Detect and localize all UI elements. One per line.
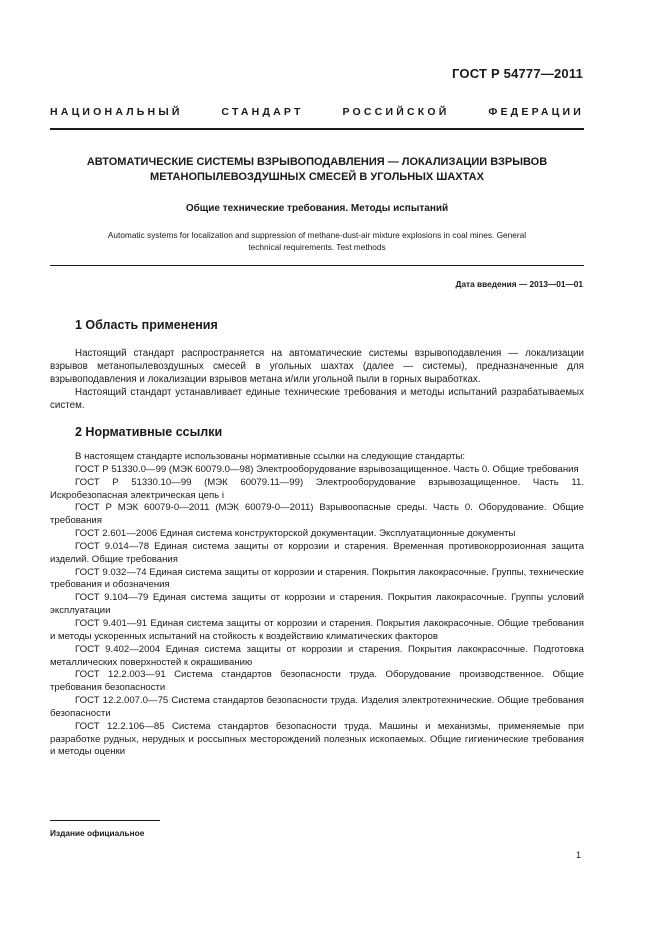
section-1-heading: 1 Область применения xyxy=(75,318,218,332)
reference-item: ГОСТ 9.014—78 Единая система защиты от коррозии и старения. Временная противокоррозионная защита изделий. Общие требования xyxy=(50,540,584,565)
reference-item: ГОСТ 9.104—79 Единая система защиты от коррозии и старения. Покрытия лакокрасочные. Группы условий эксплуатации xyxy=(50,592,584,617)
document-title xyxy=(50,155,584,185)
english-title xyxy=(58,229,576,253)
reference-item: ГОСТ 9.401—91 Единая система защиты от коррозии и старения. Покрытия лакокрасочные. Общие требования и методы ускоренных испытаний на стойкость к воздействию климатических факторов xyxy=(50,617,584,642)
title-line-2: МЕТАНОПЫЛЕВОЗДУШНЫХ СМЕСЕЙ В УГОЛЬНЫХ ШАХТАХ xyxy=(150,171,484,183)
reference-item: ГОСТ 2.601—2006 Единая система конструкторской документации. Эксплуатационные документы xyxy=(75,528,516,540)
normative-references xyxy=(50,451,584,759)
english-title-line-1: Automatic systems for localization and suppression of methane-dust-air mixture explosions in coal mines. General xyxy=(107,230,527,240)
reference-item: ГОСТ Р 51330.0—99 (МЭК 60079.0—98) Электрооборудование взрывозащищенное. Часть 0. Общие требования xyxy=(75,463,579,475)
reference-item: ГОСТ 12.2.106—85 Система стандартов безопасности труда. Машины и механизмы, применяемые при разработке рудных, нерудных и россыпных месторождений полезных ископаемых. Общие гигиенические требования и методы оценки xyxy=(50,720,584,758)
section-1-paragraph-1: Настоящий стандарт распространяется на автоматические системы взрывоподавления — локализации взрывов метанопылевоздушных смесей в угольных шахтах (далее — системы), предназначенные для взрывоподавления и локализации взрывов метана и/или угольной пыли в горных выработках. xyxy=(50,348,584,385)
reference-item: ГОСТ 9.402—2004 Единая система защиты от коррозии и старения. Покрытия лакокрасочные. Подготовка металлических поверхностей к окрашиванию xyxy=(50,643,584,668)
section-1-paragraph-2: Настоящий стандарт устанавливает единые технические требования и методы испытаний разрабатываемых систем. xyxy=(50,387,584,411)
english-title-line-2: technical requirements. Test methods xyxy=(248,242,386,252)
references-intro: В настоящем стандарте использованы нормативные ссылки на следующие стандарты: xyxy=(75,451,466,462)
section-2-heading: 2 Нормативные ссылки xyxy=(75,425,223,439)
national-standard-banner: НАЦИОНАЛЬНЫЙ СТАНДАРТ РОССИЙСКОЙ ФЕДЕРАЦИИ xyxy=(50,106,584,118)
footer-rule xyxy=(50,820,160,821)
document-code: ГОСТ Р 54777—2011 xyxy=(452,66,583,81)
reference-item: ГОСТ 9.032—74 Единая система защиты от коррозии и старения. Покрытия лакокрасочные. Группы, технические требования и обозначения xyxy=(50,566,584,591)
reference-item: ГОСТ Р 51330.10—99 (МЭК 60079.11—99) Электрооборудование взрывозащищенное. Часть 11. Искробезопасная электрическая цепь i xyxy=(50,476,584,501)
reference-item: ГОСТ 12.2.003—91 Система стандартов безопасности труда. Оборудование производственное. Общие требования безопасности xyxy=(50,669,584,694)
introduction-date: Дата введения — 2013—01—01 xyxy=(455,279,583,289)
official-edition-label: Издание официальное xyxy=(50,828,145,838)
page-number: 1 xyxy=(575,850,581,860)
document-subtitle: Общие технические требования. Методы испытаний xyxy=(185,203,449,214)
reference-item: ГОСТ Р МЭК 60079-0—2011 (МЭК 60079-0—2011) Взрывоопасные среды. Часть 0. Оборудование. Общие требования xyxy=(50,502,584,527)
header-rule xyxy=(50,128,584,130)
reference-item: ГОСТ 12.2.007.0—75 Система стандартов безопасности труда. Изделия электротехнические. Общие требования безопасности xyxy=(50,695,584,719)
title-rule xyxy=(50,265,584,266)
title-line-1: АВТОМАТИЧЕСКИЕ СИСТЕМЫ ВЗРЫВОПОДАВЛЕНИЯ — ЛОКАЛИЗАЦИИ ВЗРЫВОВ xyxy=(86,156,548,168)
